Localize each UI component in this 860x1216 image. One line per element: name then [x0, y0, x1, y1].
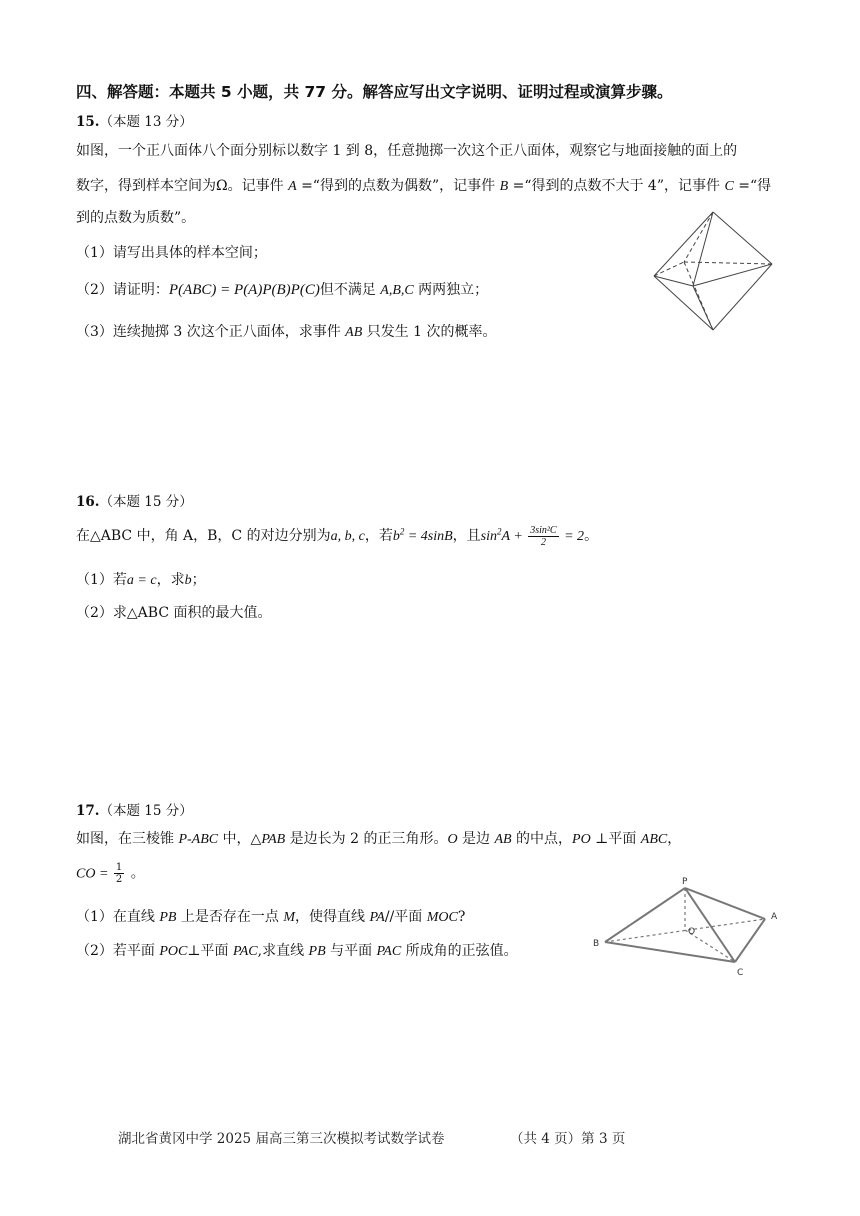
q15-part1: （1）请写出具体的样本空间；: [76, 245, 267, 261]
text: （1）在直线: [76, 909, 160, 925]
text: ，: [667, 831, 682, 847]
side-vars: a, b, c: [330, 529, 365, 544]
variable-b: b: [184, 573, 192, 588]
event-vars: A,B,C: [380, 283, 414, 298]
var: PA: [369, 910, 385, 925]
tetrahedron-figure: [585, 874, 785, 980]
edge: [713, 212, 772, 264]
var: POC: [159, 944, 188, 959]
edge-ac: [735, 919, 765, 962]
q16-heading: [76, 490, 193, 510]
q15-stem-line2: [76, 175, 771, 195]
edge-pa: [685, 888, 765, 919]
footer-exam-title: 湖北省黄冈中学 2025 届高三第三次模拟考试数学试卷: [118, 1131, 445, 1147]
text: 是边长为 2 的正三角形。: [285, 831, 448, 847]
var: PB: [159, 910, 177, 925]
text: =“得到的点数不大于 4”，记事件: [508, 178, 725, 194]
equation-2: [480, 525, 585, 549]
edge-pc: [685, 888, 735, 962]
var: PO: [572, 832, 591, 847]
text: 如图，在三棱锥: [76, 831, 179, 847]
text: 的中点，: [511, 831, 573, 847]
text: 在△ABC 中，角 A，B，C 的对边分别为: [76, 528, 331, 544]
var: PAC: [376, 944, 402, 959]
label-b: B: [593, 939, 600, 949]
q15-number: 15.: [76, 114, 100, 130]
var: O: [447, 832, 458, 847]
q15-stem-line1: 如图，一个正八面体八个面分别标以数字 1 到 8，任意抛掷一次这个正八面体，观察它与地面接触的面上的: [76, 143, 738, 159]
text: 中，△: [218, 831, 262, 847]
equation-1: [392, 526, 453, 544]
q16-number: 16.: [76, 494, 100, 510]
hidden-edge: [684, 262, 772, 264]
var: P-ABC: [178, 832, 219, 847]
text: ⊥平面: [590, 831, 641, 847]
text: = 2: [560, 529, 585, 544]
text: ，若: [364, 528, 393, 544]
q17-heading: [76, 799, 193, 819]
var: PB: [308, 944, 326, 959]
q17-score: （本题 15 分）: [99, 803, 193, 819]
label-o: O: [688, 927, 696, 937]
text: = 4sinB: [404, 529, 453, 544]
q15-part3: [76, 321, 497, 341]
q16-part1: [76, 569, 206, 589]
text: 。: [584, 528, 599, 544]
equation: a = c: [126, 573, 157, 588]
text: （2）请证明：: [76, 282, 169, 298]
q16-score: （本题 15 分）: [99, 494, 193, 510]
text: 两两独立；: [413, 282, 489, 298]
probability-formula: P(ABC) = P(A)P(B)P(C): [168, 282, 320, 298]
superscript: 2: [497, 526, 502, 537]
text: ，求: [156, 572, 185, 588]
q15-score: （本题 13 分）: [99, 114, 193, 130]
fraction-numerator: 1: [115, 862, 123, 873]
text: （2）若平面: [76, 943, 160, 959]
q17-number: 17.: [76, 803, 100, 819]
label-p: P: [682, 877, 688, 887]
hidden-edge: [654, 262, 684, 276]
text: （3）连续抛掷 3 次这个正八面体，求事件: [76, 324, 346, 340]
text: =“得: [733, 178, 772, 194]
superscript: 2: [399, 526, 405, 537]
edge-pb: [605, 888, 685, 942]
event-a: A: [288, 179, 297, 194]
text: 所成角的正弦值。: [401, 943, 518, 959]
text: ，使得直线: [295, 909, 370, 925]
q16-stem: [76, 525, 598, 548]
label-a: A: [771, 912, 778, 922]
text: 上是否存在一点: [176, 909, 284, 925]
text: b: [392, 529, 400, 544]
text: 。: [126, 865, 145, 882]
text: A +: [501, 529, 527, 544]
fraction: [528, 525, 558, 548]
q15-part2: [76, 279, 488, 299]
text: ,求直线: [257, 943, 309, 959]
var: AB: [494, 832, 512, 847]
text: =“得到的点数为偶数”，记事件: [296, 178, 500, 194]
text: CO =: [76, 866, 112, 882]
var: M: [283, 910, 296, 925]
var: ABC: [640, 832, 668, 847]
fraction: [114, 862, 124, 885]
text: ?: [457, 909, 466, 925]
q16-part2: （2）求△ABC 面积的最大值。: [76, 605, 272, 621]
octahedron-figure: [648, 208, 778, 334]
q17-co-condition: [76, 862, 145, 885]
q15-heading: [76, 110, 193, 130]
event-b: B: [499, 179, 509, 194]
edge: [693, 264, 772, 286]
text: ；: [191, 572, 206, 588]
fraction-numerator: 3sin²C: [530, 525, 557, 537]
text: ，且: [452, 528, 481, 544]
fraction-denominator: 2: [540, 537, 546, 549]
text: ⊥平面: [187, 943, 233, 959]
text: （1）若: [76, 572, 127, 588]
section-header: 四、解答题：本题共 5 小题，共 77 分。解答应写出文字说明、证明过程或演算步骤。: [76, 83, 673, 101]
edge-bc: [605, 942, 735, 962]
text: //平面: [384, 909, 427, 925]
q17-stem: [76, 828, 681, 848]
text: 是边: [457, 831, 495, 847]
q15-stem-line3: 到的点数为质数”。: [76, 210, 196, 226]
label-c: C: [737, 968, 744, 978]
text: 与平面: [325, 943, 377, 959]
footer-page-info: （共 4 页）第 3 页: [510, 1131, 626, 1147]
text: 但不满足: [319, 282, 381, 298]
var: PAC: [232, 944, 258, 959]
text: 只发生 1 次的概率。: [362, 324, 497, 340]
event-c: C: [724, 179, 734, 194]
text: 数字，得到样本空间为Ω。记事件: [76, 178, 289, 194]
edge: [654, 276, 713, 330]
fraction-denominator: 2: [115, 874, 123, 885]
var: MOC: [426, 910, 458, 925]
text: sin: [480, 529, 498, 544]
hidden-edge: [684, 212, 713, 262]
var: PAB: [261, 832, 286, 847]
q17-part2: [76, 940, 518, 960]
edge: [713, 264, 772, 330]
event-ab: AB: [345, 325, 363, 340]
q17-part1: [76, 906, 465, 926]
